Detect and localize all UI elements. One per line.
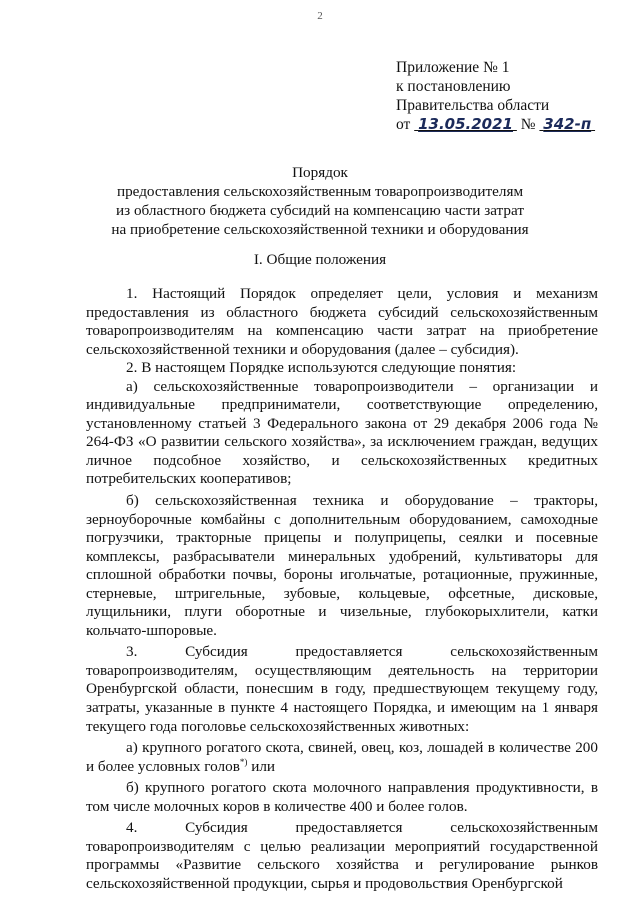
appendix-line-1: Приложение № 1 [396,59,510,76]
handwritten-number: 342-п [543,115,592,133]
paragraph-4: 4. Субсидия предоставляется сельскохозяйственным товаропроизводителям с целью реализации мероприятий государственной программы «Развитие сельского хозяйства и регулирование рынков сельскохозяйственной продукции, сырья и продовольствия Оренбургской [86,819,598,892]
appendix-block [396,58,626,134]
appendix-line-3: Правительства области [396,97,550,114]
page-number: 2 [317,10,323,22]
paragraph-1: 1. Настоящий Порядок определяет цели, условия и механизм предоставления из областного бюджета субсидий сельскохозяйственным товаропроизводителям на компенсацию части затрат на приобретение сельскохозяйственной техники и оборудования (далее – субсидия). [86,285,598,358]
handwritten-date: 13.05.2021 [418,115,513,133]
paragraph-2: 2. В настоящем Порядке используются следующие понятия: [126,359,517,377]
paragraph-3b: б) крупного рогатого скота молочного направления продуктивности, в том числе молочных коров в количестве 400 и более голов. [86,779,598,815]
title-line-3: на приобретение сельскохозяйственной техники и оборудования [111,221,529,238]
paragraph-2a: а) сельскохозяйственные товаропроизводители – организации и индивидуальные предприниматели, соответствующие определению, установленному статьей 3 Федерального закона от 29 декабря 2006 года № 264-ФЗ «О развитии сельского хозяйства», за исключением граждан, ведущих личное подсобное хозяйство, и сельскохозяйственных кредитных потребительских кооперативов; [86,377,598,488]
from-label: от [396,116,411,133]
title-heading: Порядок [292,164,348,181]
paragraph-3a-tail: или [247,757,276,775]
document-body [86,285,598,894]
footnote-marker: *) [239,756,248,767]
appendix-date-number-line [396,115,626,134]
title-line-1: предоставления сельскохозяйственным товаропроизводителям [116,183,524,200]
paragraph-3a-text: а) крупного рогатого скота, свиней, овец, коз, лошадей в количестве 200 и более условных голов [86,739,598,775]
paragraph-3: 3. Субсидия предоставляется сельскохозяйственным товаропроизводителям, осуществляющим деятельность на территории Оренбургской области, понесшим в году, предшествующем текущему году, затраты, указанные в пункте 4 настоящего Порядка, и имеющим на 1 января текущего года поголовье сельскохозяйственных животных: [86,643,598,735]
paragraph-3a [86,739,598,776]
appendix-line-2: к постановлению [396,78,511,95]
section-heading: I. Общие положения [253,251,387,268]
document-title [0,163,640,239]
title-line-2: из областного бюджета субсидий на компенсацию части затрат [116,202,524,219]
paragraph-2b: б) сельскохозяйственная техника и оборудование – тракторы, зерноуборочные комбайны с дополнительным оборудованием, самоходные погрузчики, тракторные прицепы и полуприцепы, сеялки и посевные комплексы, разбрасыватели минеральных удобрений, культиваторы для сплошной обработки почвы, бороны игольчатые, ротационные, пружинные, стерневые, штригельные, зубовые, кольцевые, офсетные, дисковые, лущильники, плуги оборотные и чизельные, глубокорыхлители, катки кольчато-шпоровые. [86,492,598,639]
number-label: № [520,116,536,133]
